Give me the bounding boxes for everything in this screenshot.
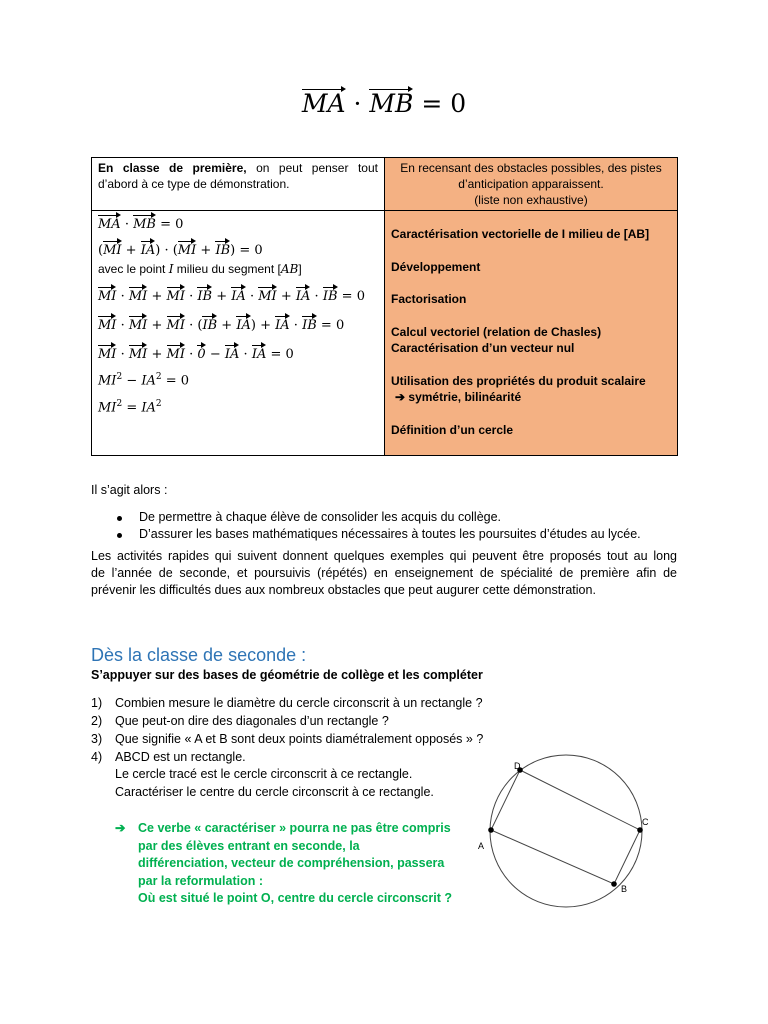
- body-paragraph: Les activités rapides qui suivent donnent quelques exemples qui peuvent être proposés tout au long de l’année de seconde, et poursuivis (répétés) en enseignement de spécialité de première afin de prévenir les difficultés dues aux nombreux obstacles que peut augurer cette démonstration.: [91, 549, 677, 597]
- bullet-item: D’assurer les bases mathématiques nécessaires à toutes les poursuites d’études au lycée.: [139, 527, 641, 541]
- equals-zero: = 0: [421, 89, 467, 118]
- rectangle-abcd: [491, 770, 640, 884]
- header-right-line: En recensant des obstacles possibles, des pistes: [400, 161, 662, 175]
- circumscribed-circle: [490, 755, 642, 907]
- proof-step: $MI^2 - IA^2 = 0$: [98, 372, 190, 389]
- proof-step-note: avec le point I milieu du segment [AB]: [98, 262, 302, 276]
- obstacle-item: Caractérisation d’un vecteur nul: [391, 341, 575, 355]
- header-right-line: d’anticipation apparaissent.: [458, 177, 604, 191]
- obstacle-item: Définition d’un cercle: [391, 423, 514, 437]
- label-b: B: [621, 884, 628, 894]
- question-number: 2): [91, 714, 103, 728]
- obstacle-item: Calcul vectoriel (relation de Chasles): [391, 325, 602, 339]
- rectangle-circle-figure: [470, 750, 670, 910]
- proof-step: $MI^2 = IA^2$: [98, 399, 162, 416]
- obstacles-cell: [385, 211, 678, 456]
- label-d: D: [514, 761, 521, 771]
- main-formula: [0, 86, 768, 118]
- table-header-right: [385, 158, 678, 211]
- section-subheading: S’appuyer sur des bases de géométrie de collège et les compléter: [91, 668, 483, 682]
- dot-operator: ·: [353, 89, 362, 118]
- obstacle-item-sub: ➔ symétrie, bilinéarité: [395, 390, 522, 404]
- obstacle-item: Caractérisation vectorielle de I milieu de [AB]: [391, 227, 650, 241]
- question-number: 1): [91, 696, 103, 710]
- proof-step: MI · MI + MI · (IB + IA) + IA · IB = 0: [98, 314, 344, 333]
- demonstration-table: [91, 157, 678, 456]
- proof-step: MA · MB = 0: [98, 213, 183, 232]
- proof-step: MI · MI + MI · IB + IA · MI + IA · IB = 0: [98, 285, 365, 304]
- header-left-text: on peut penser tout d’abord à ce type de démonstration.: [98, 161, 378, 191]
- proof-step: (MI + IA) · (MI + IB) = 0: [98, 239, 263, 258]
- point-c: [637, 827, 643, 833]
- header-right-line: (liste non exhaustive): [474, 193, 588, 207]
- obstacle-item: Utilisation des propriétés du produit scalaire: [391, 374, 646, 388]
- obstacle-item: Développement: [391, 260, 481, 274]
- vector-mb: MB: [369, 86, 413, 116]
- intro-text: Il s’agit alors :: [91, 483, 168, 497]
- obstacle-item: Factorisation: [391, 292, 467, 306]
- arrow-right-icon: ➔: [115, 821, 126, 835]
- arrow-right-icon: ➔: [395, 390, 406, 404]
- bullet-icon: [117, 533, 122, 538]
- vector-ma: MA: [302, 86, 346, 116]
- question-text: Caractériser le centre du cercle circonscrit à ce rectangle.: [115, 785, 434, 799]
- bullet-icon: [117, 516, 122, 521]
- question-text: Que peut-on dire des diagonales d’un rectangle ?: [115, 714, 389, 728]
- section-heading: Dès la classe de seconde :: [91, 645, 307, 665]
- label-a: A: [478, 841, 485, 851]
- point-a: [488, 827, 494, 833]
- bullet-item: De permettre à chaque élève de consolider les acquis du collège.: [139, 510, 502, 524]
- question-text: Combien mesure le diamètre du cercle circonscrit à un rectangle ?: [115, 696, 483, 710]
- proof-steps-cell: [92, 211, 385, 456]
- question-text: Que signifie « A et B sont deux points diamétralement opposés » ?: [115, 732, 484, 746]
- label-c: C: [642, 817, 649, 827]
- question-text: ABCD est un rectangle.: [115, 750, 246, 764]
- question-number: 3): [91, 732, 103, 746]
- header-left-bold: En classe de première,: [98, 161, 247, 175]
- point-b: [611, 881, 617, 887]
- question-text: Le cercle tracé est le cercle circonscrit à ce rectangle.: [115, 767, 413, 781]
- table-header-left: [92, 158, 385, 211]
- question-number: 4): [91, 750, 103, 764]
- teacher-note: Ce verbe « caractériser » pourra ne pas être compris par des élèves entrant en seconde, la différenciation, vecteur de compréhension, passera par la reformulation : Où est situé le point O, centre du cercle circonscrit ?: [138, 821, 452, 905]
- proof-step: MI · MI + MI · 0 − IA · IA = 0: [98, 343, 294, 362]
